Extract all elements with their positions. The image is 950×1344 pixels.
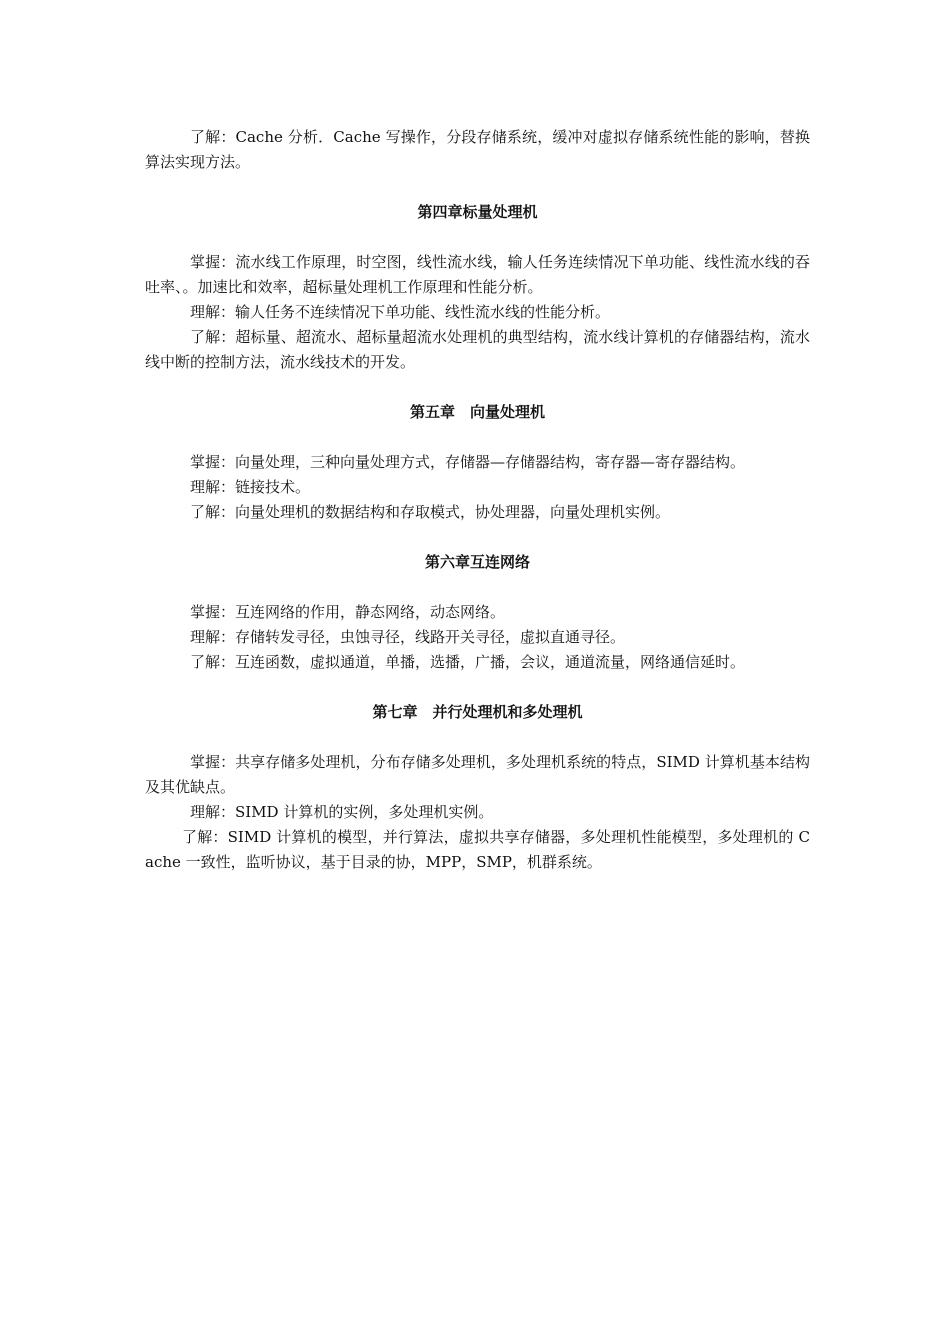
chapter7-understand-paragraph: 了解：SIMD 计算机的模型，并行算法，虚拟共享存储器，多处理机性能模型，多处理机的 Cache 一致性，监听协议，基于目录的协，MPP，SMP，机群系统。 [145, 828, 810, 871]
chapter5-master-paragraph: 掌握：向量处理，三种向量处理方式，存储器—存储器结构，寄存器—寄存器结构。 [190, 453, 746, 471]
document-content [145, 125, 810, 875]
chapter7-heading: 第七章 并行处理机和多处理机 [372, 703, 583, 721]
chapter7-comprehend-paragraph: 理解：SIMD 计算机的实例，多处理机实例。 [190, 803, 494, 821]
spacer [145, 225, 810, 250]
intro-understand-paragraph: 了解：Cache 分析．Cache 写操作，分段存储系统，缓冲对虚拟存储系统性能的影响，替换算法实现方法。 [145, 128, 810, 171]
chapter4-heading: 第四章标量处理机 [417, 203, 538, 221]
chapter4-master-paragraph: 掌握：流水线工作原理，时空图，线性流水线，输人任务连续情况下单功能、线性流水线的吞吐率、。加速比和效率，超标量处理机工作原理和性能分析。 [145, 253, 810, 296]
spacer [145, 575, 810, 600]
chapter7-master-paragraph: 掌握：共享存储多处理机，分布存储多处理机，多处理机系统的特点，SIMD 计算机基本结构及其优缺点。 [145, 753, 810, 796]
spacer [145, 175, 810, 200]
spacer [145, 725, 810, 750]
chapter5-comprehend-paragraph: 理解：链接技术。 [190, 478, 311, 496]
chapter6-understand-paragraph: 了解：互连函数，虚拟通道，单播，选播，广播，会议，通道流量，网络通信延时。 [190, 653, 746, 671]
chapter5-understand-paragraph: 了解：向量处理机的数据结构和存取模式，协处理器，向量处理机实例。 [190, 503, 671, 521]
chapter5-heading: 第五章 向量处理机 [409, 403, 545, 421]
chapter4-comprehend-paragraph: 理解：输人任务不连续情况下单功能、线性流水线的性能分析。 [190, 303, 611, 321]
spacer [145, 525, 810, 550]
chapter4-understand-paragraph: 了解：超标量、超流水、超标量超流水处理机的典型结构，流水线计算机的存储器结构，流水线中断的控制方法，流水线技术的开发。 [145, 328, 810, 371]
chapter6-master-paragraph: 掌握：互连网络的作用，静态网络，动态网络。 [190, 603, 506, 621]
spacer [145, 675, 810, 700]
spacer [145, 425, 810, 450]
chapter6-comprehend-paragraph: 理解：存储转发寻径，虫蚀寻径，线路开关寻径，虚拟直通寻径。 [190, 628, 626, 646]
spacer [145, 375, 810, 400]
chapter6-heading: 第六章互连网络 [424, 553, 530, 571]
